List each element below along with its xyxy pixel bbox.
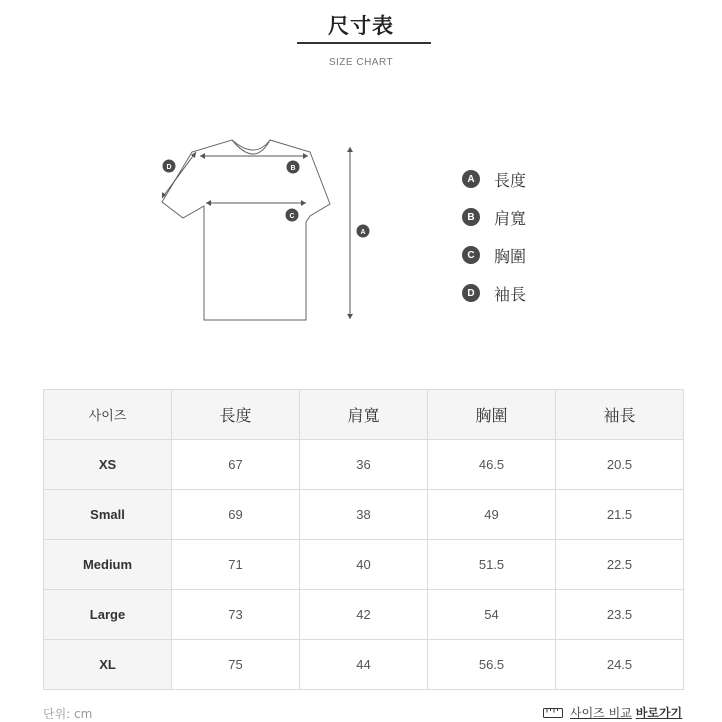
legend-label-length: 長度 [494, 170, 527, 190]
header-sleeve: 袖長 [556, 390, 684, 440]
legend-label-shoulder: 肩寬 [494, 208, 527, 228]
size-cell: Small [44, 490, 172, 540]
legend-item-sleeve [462, 274, 526, 312]
marker-b [287, 161, 300, 174]
length-cell: 73 [172, 590, 300, 640]
sleeve-length-arrow [162, 152, 196, 198]
shoulder-cell: 42 [300, 590, 428, 640]
header-length: 長度 [172, 390, 300, 440]
sleeve-cell: 24.5 [556, 640, 684, 690]
legend-item-chest [462, 236, 526, 274]
marker-c [286, 209, 299, 222]
measurement-legend [462, 160, 526, 312]
shoulder-cell: 36 [300, 440, 428, 490]
ruler-icon [543, 708, 563, 718]
legend-badge-b: B [462, 208, 480, 226]
size-cell: XL [44, 640, 172, 690]
svg-text:B: B [290, 165, 296, 172]
unit-note: 단위: cm [43, 707, 93, 721]
sleeve-cell: 23.5 [556, 590, 684, 640]
length-cell: 67 [172, 440, 300, 490]
table-row [44, 490, 684, 540]
page-title: 尺寸表 [328, 14, 394, 38]
page-subtitle: SIZE CHART [328, 57, 394, 68]
size-compare-action: 바로가기 [635, 706, 683, 720]
size-cell: Large [44, 590, 172, 640]
marker-d [163, 160, 176, 173]
tshirt-outline [162, 140, 330, 320]
tshirt-diagram [150, 128, 380, 328]
size-cell: XS [44, 440, 172, 490]
title-divider [297, 42, 431, 44]
legend-badge-d: D [462, 284, 480, 302]
table-header-row [44, 390, 684, 440]
chest-cell: 46.5 [428, 440, 556, 490]
legend-item-shoulder [462, 198, 526, 236]
sleeve-cell: 21.5 [556, 490, 684, 540]
table-row [44, 440, 684, 490]
shoulder-cell: 40 [300, 540, 428, 590]
length-cell: 69 [172, 490, 300, 540]
chest-cell: 49 [428, 490, 556, 540]
size-table [43, 389, 684, 690]
legend-label-sleeve: 袖長 [494, 284, 527, 304]
svg-text:D: D [166, 164, 172, 171]
header-chest: 胸圍 [428, 390, 556, 440]
shoulder-cell: 38 [300, 490, 428, 540]
chest-width-arrow [206, 200, 306, 206]
size-compare-link[interactable] [543, 704, 682, 721]
sleeve-cell: 20.5 [556, 440, 684, 490]
length-cell: 75 [172, 640, 300, 690]
legend-badge-c: C [462, 246, 480, 264]
body-length-arrow [347, 147, 353, 319]
length-cell: 71 [172, 540, 300, 590]
shoulder-cell: 44 [300, 640, 428, 690]
size-cell: Medium [44, 540, 172, 590]
legend-item-length [462, 160, 526, 198]
chest-cell: 54 [428, 590, 556, 640]
header-size: 사이즈 [44, 390, 172, 440]
legend-badge-a: A [462, 170, 480, 188]
table-row [44, 540, 684, 590]
table-row [44, 640, 684, 690]
sleeve-cell: 22.5 [556, 540, 684, 590]
header-shoulder: 肩寬 [300, 390, 428, 440]
svg-text:A: A [360, 229, 366, 236]
table-row [44, 590, 684, 640]
chest-cell: 51.5 [428, 540, 556, 590]
legend-label-chest: 胸圍 [494, 246, 527, 266]
marker-a [357, 225, 370, 238]
size-compare-label: 사이즈 비교 [570, 706, 632, 720]
chest-cell: 56.5 [428, 640, 556, 690]
svg-text:C: C [289, 213, 295, 220]
